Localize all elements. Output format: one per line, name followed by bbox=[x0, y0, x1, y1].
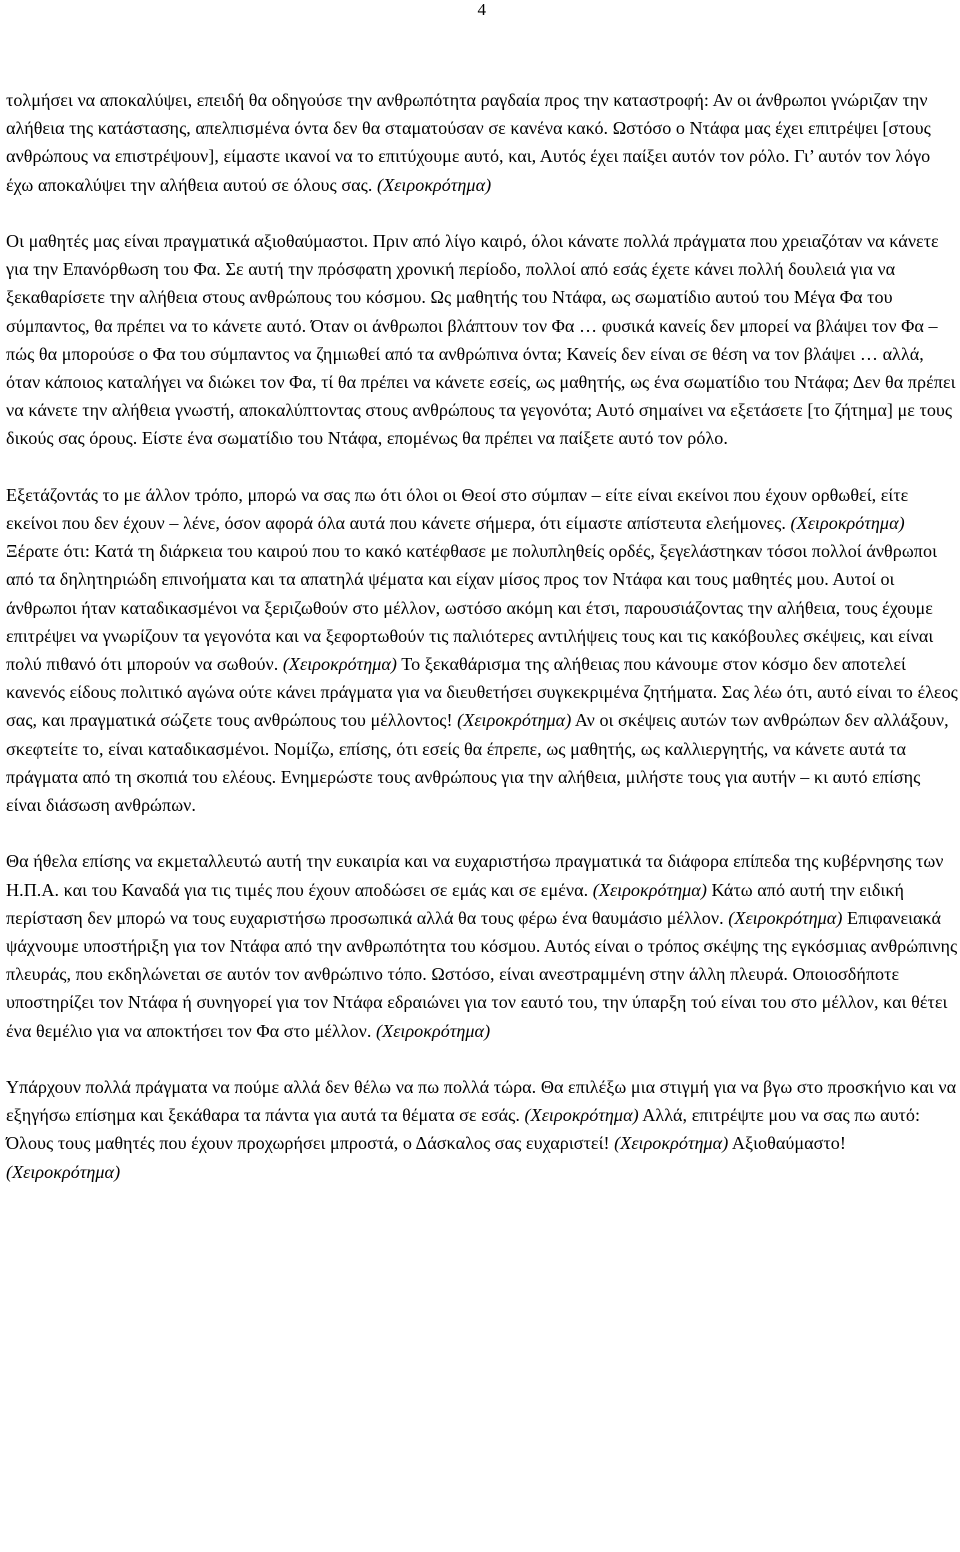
paragraph-text: Επιφανειακά ψάχνουμε υποστήριξη για τον Ντάφα από την ανθρωπότητα του κόσμου. Αυτός είναι ο τρόπος σκέψης της εγκόσμιας ανθρώπινης πλευράς, που εκδηλώνεται σε αυτόν τον ανθρώπινο τόπο. Ωστόσο, είναι ανεστραμμένη στην άλλη πλευρά. Οποιοσδήποτε υποστηρίζει τον Ντάφα ή συνηγορεί για τον Ντάφα εδραιώνει για τον εαυτό του, την ύπαρξη τού είναι του στο μέλλον, και θέτει ένα θεμέλιο για να αποκτήσει τον Φα στο μέλλον. bbox=[6, 907, 958, 1041]
applause-note: (Χειροκρότημα) bbox=[524, 1105, 639, 1126]
document-body bbox=[6, 86, 958, 1186]
paragraph-text: Το ξεκαθάρισμα της αλήθειας που κάνουμε στον κόσμο δεν αποτελεί κανενός είδους πολιτικό αγώνα ούτε κάνει πράγματα για να διευθετήσει συγκεκριμένα ζητήματα. Σας λέω ότι, αυτό είναι το έλεος σας, και πραγματικά σώζετε τους ανθρώπους του μέλλοντος! bbox=[6, 654, 958, 731]
paragraph-text: Οι μαθητές μας είναι πραγματικά αξιοθαύμαστοι. Πριν από λίγο καιρό, όλοι κάνατε πολλά πράγματα που χρειαζόταν να κάνετε για την Επανόρθωση του Φα. Σε αυτή την πρόσφατη χρονική περίοδο, πολλοί από εσάς έχετε κάνει πολλή δουλειά για να ξεκαθαρίσετε την αλήθεια στους ανθρώπους του κόσμου. Ως μαθητής του Ντάφα, ως σωματίδιο αυτού του Μέγα Φα του σύμπαντος, θα πρέπει να το κάνετε αυτό. Όταν οι άνθρωποι βλάπτουν τον Φα … φυσικά κανείς δεν μπορεί να βλάψει τον Φα – πώς θα μπορούσε ο Φα του σύμπαντος να ζημιωθεί από τα ανθρώπινα όντα; Κανείς δεν είναι σε θέση να τον βλάψει … αλλά, όταν κάποιος καταλήγει να διώκει τον Φα, τί θα πρέπει να κάνετε εσείς, ως μαθητής, ως ένα σωματίδιο του Ντάφα; Δεν θα πρέπει να κάνετε την αλήθεια γνωστή, αποκαλύπτοντας στους ανθρώπους τα γεγονότα; Αυτό σημαίνει να εξετάσετε [το ζήτημα] με τους δικούς σας όρους. Είστε ένα σωματίδιο του Ντάφα, επομένως θα πρέπει να παίξετε αυτό τον ρόλο. bbox=[6, 231, 956, 449]
paragraph-text: Αξιοθαύμαστο! bbox=[728, 1133, 846, 1154]
paragraph-text: Κάτω από αυτή την ειδική περίσταση δεν μπορώ να τους ευχαριστήσω προσωπικά αλλά θα τους φέρω ένα θαυμάσιο μέλλον. bbox=[6, 879, 905, 928]
paragraph-p2 bbox=[6, 227, 958, 453]
applause-note: (Χειροκρότημα) bbox=[282, 654, 397, 675]
applause-note: (Χειροκρότημα) bbox=[790, 513, 905, 534]
paragraph-p4 bbox=[6, 847, 958, 1044]
paragraph-text: Υπάρχουν πολλά πράγματα να πούμε αλλά δεν θέλω να πω πολλά τώρα. Θα επιλέξω μια στιγμή για να βγω στο προσκήνιο και να εξηγήσω επίσημα και ξεκάθαρα τα πάντα για αυτά τα θέματα σε εσάς. bbox=[6, 1077, 957, 1126]
paragraph-text: Αν οι σκέψεις αυτών των ανθρώπων δεν αλλάξουν, σκεφτείτε το, είναι καταδικασμένοι. Νομίζω, επίσης, ότι εσείς θα έπρεπε, ως μαθητής, ως καλλιεργητής, να κάνετε αυτά τα πράγματα από τη σκοπιά του ελέους. Ενημερώστε τους ανθρώπους για την αλήθεια, μιλήστε τους για αυτήν – κι αυτό επίσης είναι διάσωση ανθρώπων. bbox=[6, 710, 949, 816]
page-number: 4 bbox=[477, 0, 486, 19]
applause-note: (Χειροκρότημα) bbox=[457, 710, 572, 731]
paragraph-text: Θα ήθελα επίσης να εκμεταλλευτώ αυτή την ευκαιρία και να ευχαριστήσω πραγματικά τα διάφορα επίπεδα της κυβέρνησης των Η.Π.Α. και του Καναδά για τις τιμές που έχουν αποδώσει σε εμάς και σε εμένα. bbox=[6, 851, 944, 900]
applause-note: (Χειροκρότημα) bbox=[6, 1161, 121, 1182]
paragraph-p5 bbox=[6, 1073, 958, 1186]
applause-note: (Χειροκρότημα) bbox=[377, 174, 492, 195]
paragraph-text: Ξέρατε ότι: Κατά τη διάρκεια του καιρού που το κακό κατέφθασε με πολυπληθείς ορδές, ξεγελάστηκαν τόσοι πολλοί άνθρωποι από τα δηλητηριώδη επινοήματα και τα απατηλά ψέματα και είχαν μίσος προς τον Ντάφα και τους μαθητές μου. Αυτοί οι άνθρωποι ήταν καταδικασμένοι να ξεριζωθούν στο μέλλον, ωστόσο ακόμη και έτσι, παρουσιάζοντας την αλήθεια, τους έχουμε επιτρέψει να γνωρίζουν τα γεγονότα και να ξεφορτωθούν τις παλιότερες αντιλήψεις τους και τις κακόβουλες σκέψεις, και είναι πολύ πιθανό ότι μπορούν να σωθούν. bbox=[6, 541, 938, 675]
applause-note: (Χειροκρότημα) bbox=[614, 1133, 729, 1154]
paragraph-text: τολμήσει να αποκαλύψει, επειδή θα οδηγούσε την ανθρωπότητα ραγδαία προς την καταστροφή: Αν οι άνθρωποι γνώριζαν την αλήθεια της κατάστασης, απελπισμένα όντα δεν θα σταματούσαν σε κανένα κακό. Ωστόσο ο Ντάφα μας έχει επιτρέψει [στους ανθρώπους να επιστρέψουν], είμαστε ικανοί να το επιτύχουμε αυτό, και, Αυτός έχει παίξει αυτόν τον ρόλο. Γι’ αυτόν τον λόγο έχω αποκαλύψει την αλήθεια αυτού σε όλους σας. bbox=[6, 90, 931, 195]
applause-note: (Χειροκρότημα) bbox=[728, 907, 843, 928]
paragraph-text: Αλλά, επιτρέψτε μου να σας πω αυτό: Όλους τους μαθητές που έχουν προχωρήσει μπροστά, ο Δάσκαλος σας ευχαριστεί! bbox=[6, 1105, 921, 1154]
paragraph-p1 bbox=[6, 86, 958, 199]
paragraph-text: Εξετάζοντάς το με άλλον τρόπο, μπορώ να σας πω ότι όλοι οι Θεοί στο σύμπαν – είτε είναι εκείνοι που έχουν ορθωθεί, είτε εκείνοι που δεν έχουν – λένε, όσον αφορά όλα αυτά που κάνετε σήμερα, ότι είμαστε απίστευτα ελεήμονες. bbox=[6, 484, 909, 534]
applause-note: (Χειροκρότημα) bbox=[376, 1020, 491, 1041]
applause-note: (Χειροκρότημα) bbox=[592, 879, 707, 900]
paragraph-p3 bbox=[6, 481, 958, 819]
